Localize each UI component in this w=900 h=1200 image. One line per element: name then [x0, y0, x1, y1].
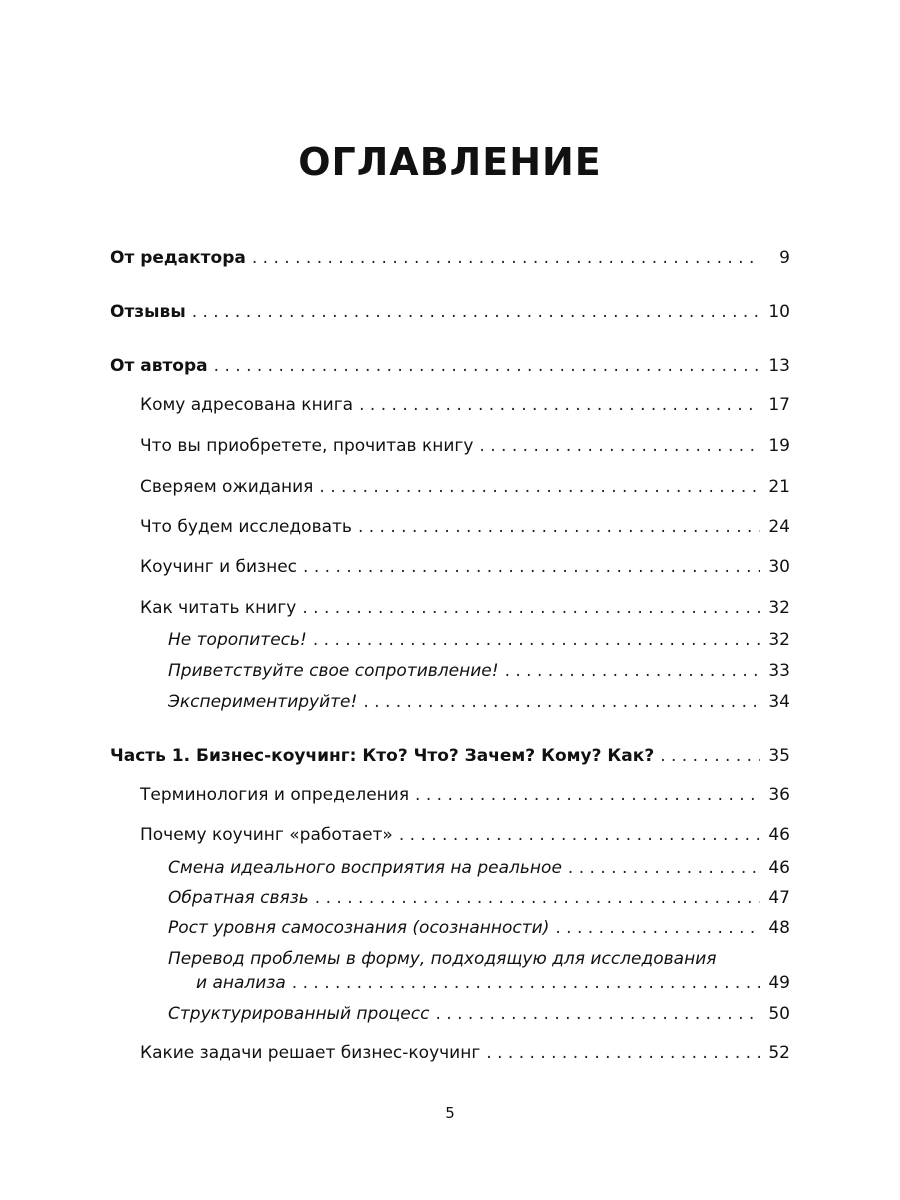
- toc-entry-label: Что вы приобретете, прочитав книгу: [140, 436, 474, 456]
- toc-entry-label: Рост уровня самосознания (осознанности): [168, 918, 550, 938]
- leader-dots: [363, 690, 760, 714]
- toc-entry[interactable]: [110, 886, 790, 910]
- toc-entry-page: 9: [779, 248, 790, 268]
- toc-entry-label: Как читать книгу: [140, 598, 297, 618]
- leader-dots: [358, 515, 760, 539]
- toc-entry-label: Почему коучинг «работает»: [140, 825, 393, 845]
- toc-entry-page: 21: [768, 477, 790, 497]
- leader-dots: [486, 1041, 760, 1065]
- toc-entry-label: Не торопитесь!: [168, 630, 307, 650]
- toc-entry[interactable]: [110, 856, 790, 880]
- toc-entry-label: Терминология и определения: [140, 785, 410, 805]
- leader-dots: [192, 300, 760, 324]
- toc-entry[interactable]: [110, 246, 790, 270]
- page-title: ОГЛАВЛЕНИЕ: [298, 140, 602, 184]
- toc-entry-label-continued: и анализа: [196, 973, 286, 993]
- toc-entry-page: 48: [768, 918, 790, 938]
- toc-entry-label[interactable]: Перевод проблемы в форму, подходящую для исследования: [168, 949, 717, 969]
- toc-entry[interactable]: [110, 475, 790, 499]
- toc-entry[interactable]: [110, 744, 790, 768]
- leader-dots: [303, 555, 760, 579]
- toc-entry-page: 30: [768, 557, 790, 577]
- toc-entry-page: 35: [768, 746, 790, 766]
- toc-entry[interactable]: [110, 1041, 790, 1065]
- toc-entry[interactable]: [110, 916, 790, 940]
- toc-entry-page: 32: [768, 630, 790, 650]
- toc-entry-page: 46: [768, 858, 790, 878]
- toc-entry-label: Приветствуйте свое сопротивление!: [168, 661, 499, 681]
- toc-entry-page: 50: [768, 1004, 790, 1024]
- toc-entry-label: Обратная связь: [168, 888, 309, 908]
- toc-entry-page: 24: [768, 517, 790, 537]
- leader-dots: [315, 886, 760, 910]
- page-number: 5: [445, 1104, 455, 1122]
- toc-entry[interactable]: [110, 628, 790, 652]
- toc-entry-page: 33: [768, 661, 790, 681]
- leader-dots: [505, 659, 760, 683]
- leader-dots: [319, 475, 760, 499]
- toc-entry-page: 34: [768, 692, 790, 712]
- toc-entry-page: 46: [768, 825, 790, 845]
- leader-dots: [415, 783, 760, 807]
- toc-entry-label: Часть 1. Бизнес-коучинг: Кто? Что? Зачем? Кому? Как?: [110, 746, 655, 766]
- leader-dots: [359, 393, 760, 417]
- toc-entry-label: От автора: [110, 356, 208, 376]
- toc-entry-page: 49: [768, 973, 790, 993]
- toc-entry-label: Кому адресована книга: [140, 395, 354, 415]
- toc-entry-page: 32: [768, 598, 790, 618]
- toc-entry-label: От редактора: [110, 248, 246, 268]
- toc-entry[interactable]: [110, 690, 790, 714]
- toc-entry-label: Отзывы: [110, 302, 186, 322]
- toc-entry-page: 19: [768, 436, 790, 456]
- toc-entry[interactable]: [110, 300, 790, 324]
- leader-dots: [292, 971, 760, 995]
- toc-entry-label: Какие задачи решает бизнес-коучинг: [140, 1043, 481, 1063]
- leader-dots: [568, 856, 760, 880]
- toc-entry-label: Структурированный процесс: [168, 1004, 430, 1024]
- leader-dots: [252, 246, 760, 270]
- toc-entry-page: 47: [768, 888, 790, 908]
- toc-entry-page: 17: [768, 395, 790, 415]
- toc-entry-page: 10: [768, 302, 790, 322]
- toc-entry-label: Экспериментируйте!: [168, 692, 358, 712]
- toc-entry[interactable]: [110, 354, 790, 378]
- toc-entry-page: 52: [768, 1043, 790, 1063]
- toc-entry[interactable]: [110, 1002, 790, 1026]
- toc-entry[interactable]: [110, 596, 790, 620]
- toc-entry[interactable]: [110, 393, 790, 417]
- leader-dots: [555, 916, 760, 940]
- toc-entry-label: Сверяем ожидания: [140, 477, 314, 497]
- leader-dots: [399, 823, 760, 847]
- toc-entry[interactable]: [110, 515, 790, 539]
- toc-entry[interactable]: [110, 783, 790, 807]
- toc-entry-label: Смена идеального восприятия на реальное: [168, 858, 562, 878]
- leader-dots: [660, 744, 760, 768]
- toc-entry[interactable]: [110, 823, 790, 847]
- toc-entry[interactable]: [110, 555, 790, 579]
- toc-entry[interactable]: [110, 659, 790, 683]
- leader-dots: [302, 596, 760, 620]
- toc-entry-page: 36: [768, 785, 790, 805]
- leader-dots: [313, 628, 760, 652]
- toc-entry[interactable]: [110, 971, 790, 995]
- leader-dots: [479, 434, 760, 458]
- leader-dots: [435, 1002, 760, 1026]
- toc-entry-label: Коучинг и бизнес: [140, 557, 298, 577]
- toc-entry[interactable]: [110, 434, 790, 458]
- leader-dots: [214, 354, 760, 378]
- toc-entry-label: Что будем исследовать: [140, 517, 352, 537]
- toc-entry-page: 13: [768, 356, 790, 376]
